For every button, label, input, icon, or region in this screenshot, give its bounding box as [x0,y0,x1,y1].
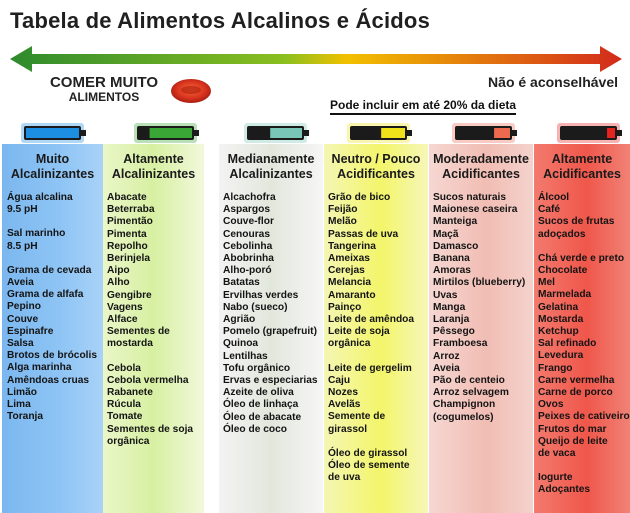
food-item: Manga [433,301,466,313]
food-item: Cebolinha [223,240,273,252]
column-altamente-acidificantes [534,144,630,513]
column-title [324,152,428,182]
food-item: Nabo (sueco) [223,301,288,313]
food-item: Couve-flor [223,216,274,228]
food-item: Tofu orgânico [223,362,291,374]
list-spacer [538,241,628,253]
food-list [2,192,103,423]
column-title [103,152,204,182]
food-item: Água alcalina [7,192,73,203]
food-item: Painço [328,301,362,313]
food-item: 9.5 pH [7,204,38,216]
food-item: Sucos de frutas [538,216,615,228]
food-item: Óleo de girassol [328,447,408,459]
column-title-line: Muito [35,152,70,166]
food-list [324,192,428,484]
food-item: Berinjela [107,253,151,265]
food-item: Pimentão [107,216,153,228]
food-item: Pepino [7,301,41,313]
column-title-line: Altamente [551,152,613,166]
food-item: Cebola [107,362,141,374]
food-item: Mostarda [538,313,584,325]
eat-much-line1: COMER MUITO [49,74,159,91]
food-item: Carne vermelha [538,374,615,386]
food-list [534,192,630,497]
food-item: Melão [328,216,357,228]
food-item: Chocolate [538,265,588,277]
list-spacer [328,351,426,363]
column-title-line: Acidificantes [543,167,621,181]
food-item: Semente de [328,411,386,423]
column-title-line: Neutro / Pouco [331,152,421,166]
food-item: Salsa [7,338,34,350]
food-item: Óleo de semente [328,460,410,472]
food-item: Lentilhas [223,350,268,362]
food-item: Abacate [107,192,147,203]
food-item: Peixes de cativeiro [538,411,630,423]
food-item: Aveia [433,362,460,374]
food-item: Agrião [223,314,256,326]
food-item: orgânica [107,435,150,447]
food-item: Grama de alfafa [7,289,84,301]
food-item: Ervilhas verdes [223,289,299,301]
food-item: Leite de amêndoa [328,314,415,326]
food-item: Aipo [107,265,130,277]
food-item: Avelãs [328,399,361,411]
food-item: Gelatina [538,301,579,313]
food-item: Marmelada [538,289,592,301]
food-item: Rabanete [107,387,153,399]
food-item: 8.5 pH [7,240,38,252]
list-spacer [538,460,628,472]
food-item: Azeite de oliva [223,387,294,399]
food-item: Abobrinha [223,253,274,265]
food-item: Amaranto [328,289,376,301]
food-item: adoçados [538,228,586,240]
food-item: girassol [328,423,368,435]
food-item: Óleo de coco [223,423,287,435]
food-item: Ervas e especiarias [223,375,318,387]
column-title-line: Alcalinizantes [10,167,95,181]
food-item: Pimenta [107,228,147,240]
battery-icon [243,122,313,144]
food-item: Framboesa [433,338,488,350]
food-item: Arroz [433,350,460,362]
food-item: Amoras [433,265,471,277]
food-item: Frutos do mar [538,423,607,435]
ph-scale-arrow [10,44,622,74]
food-item: Alho [107,277,130,289]
list-spacer [7,216,101,228]
food-item: Ameixas [328,253,370,265]
food-item: Mel [538,277,555,289]
food-item: (cogumelos) [433,411,494,423]
food-item: Grama de cevada [7,264,92,276]
battery-icon [556,122,626,144]
column-title [429,152,533,182]
column-title-line: Moderadamente [433,152,529,166]
food-item: Cebola vermelha [107,374,189,386]
food-item: Manteiga [433,216,478,228]
food-item: Brotos de brócolis [7,350,98,362]
food-item: Laranja [433,314,470,326]
food-item: Ketchup [538,326,579,338]
food-item: Damasco [433,240,479,252]
food-item: Carne de porco [538,387,613,399]
food-item: Pêssego [433,326,475,338]
food-item: Rúcula [107,399,141,411]
not-advisable-label: Não é aconselhável [488,74,618,90]
food-item: Banana [433,253,470,265]
food-item: Cenouras [223,228,270,240]
food-list [219,192,323,436]
food-item: Feijão [328,204,358,216]
food-item: Couve [7,313,39,325]
food-item: Sal marinho [7,228,66,240]
food-item: Alho-poró [223,265,272,277]
battery-icon [451,122,521,144]
food-item: Arroz selvagem [433,387,509,399]
food-item: Aveia [7,277,34,289]
food-item: de uva [328,472,361,484]
food-item: Alga marinha [7,362,72,374]
food-item: Maçã [433,228,459,240]
column-muito-alcalinizantes [2,144,103,513]
column-title [2,152,103,182]
food-item: Chá verde e preto [538,252,625,264]
food-item: Óleo de linhaça [223,399,299,411]
food-item: Ovos [538,399,564,411]
food-item: Repolho [107,240,148,252]
column-moderadamente-acidificantes [429,144,533,513]
food-item: Levedura [538,350,584,362]
food-item: Adoçantes [538,484,591,496]
food-list [103,192,204,448]
food-item: Nozes [328,387,359,399]
food-item: Toranja [7,411,44,423]
food-item: Sal refinado [538,338,597,350]
food-item: Leite de gergelim [328,362,412,374]
food-item: Vagens [107,301,143,313]
food-item: Aspargos [223,204,270,216]
food-item: Batatas [223,277,260,289]
battery-icon [133,122,203,144]
food-item: Amêndoas cruas [7,374,90,386]
food-item: Limão [7,386,38,398]
food-item: Queijo de leite [538,435,608,447]
food-item: Tangerina [328,240,376,252]
column-title-line: Altamente [123,152,184,166]
food-item: Óleo de abacate [223,411,302,423]
food-item: Sementes de [107,326,170,338]
food-item: Grão de bico [328,192,391,203]
battery-icon [346,122,416,144]
food-item: Melancia [328,277,372,289]
food-item: Gengibre [107,289,152,301]
list-spacer [328,436,426,448]
food-item: Mirtilos (blueberry) [433,277,526,289]
food-item: Maionese caseira [433,204,518,216]
food-item: Quinoa [223,338,259,350]
column-title [534,152,630,182]
food-item: Champignon [433,399,496,411]
food-item: Beterraba [107,204,155,216]
column-title-line: Acidificantes [337,167,415,181]
column-altamente-alcalinizantes [103,144,204,513]
column-title-line: Alcalinizantes [111,167,196,181]
food-item: mostarda [107,338,153,350]
battery-icon [20,122,90,144]
food-item: Pão de centeio [433,375,505,387]
column-medianamente-alcalinizantes [219,144,323,513]
food-item: Passas de uva [328,228,399,240]
food-item: Café [538,204,561,216]
food-item: Espinafre [7,325,54,337]
food-item: Sementes de soja [107,423,194,435]
food-item: Lima [7,399,31,411]
red-blood-cell-icon [170,78,212,104]
list-spacer [7,253,101,265]
column-title-line: Medianamente [227,152,315,166]
food-item: Leite de soja [328,326,390,338]
eat-much-line2: ALIMENTOS [68,90,140,105]
food-item: Frango [538,362,573,374]
food-item: Uvas [433,289,458,301]
column-title [219,152,323,182]
page-title: Tabela de Alimentos Alcalinos e Ácidos [10,8,431,33]
food-item: orgânica [328,338,371,350]
diet-percentage-note: Pode incluir em até 20% da dieta [330,98,516,115]
food-item: Álcool [538,192,570,203]
food-item: Pomelo (grapefruit) [223,326,317,338]
food-item: de vaca [538,448,576,460]
column-title-line: Alcalinizantes [229,167,313,181]
food-item: Alface [107,314,138,326]
food-item: Sucos naturais [433,192,507,203]
eat-much-label [48,74,160,105]
food-list [429,192,533,424]
list-spacer [107,351,202,363]
food-item: Alcachofra [223,192,276,203]
food-item: Caju [328,374,351,386]
food-item: Cerejas [328,265,365,277]
column-neutro-pouco-acidificantes [324,144,428,513]
column-title-line: Acidificantes [442,167,520,181]
food-item: Tomate [107,411,143,423]
food-item: Iogurte [538,472,573,484]
